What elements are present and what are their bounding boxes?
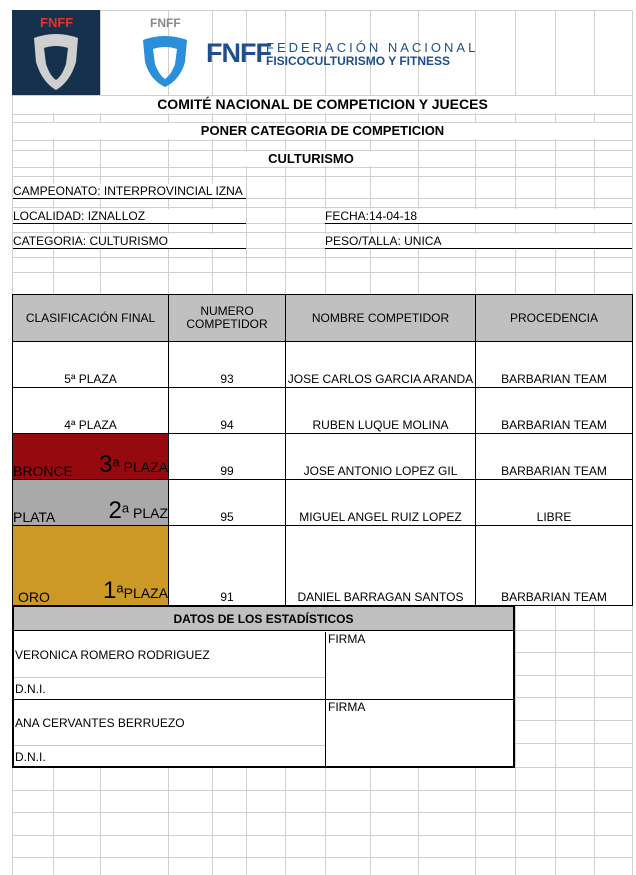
number-cell: 95 — [169, 480, 286, 526]
campeonato-field: CAMPEONATO: INTERPROVINCIAL IZNA — [13, 184, 246, 199]
column-header: CLASIFICACIÓN FINAL — [13, 295, 169, 342]
origin-cell: BARBARIAN TEAM — [476, 388, 633, 434]
name-cell: JOSE CARLOS GARCIA ARANDA — [286, 342, 476, 388]
statistician-name: ANA CERVANTES BERRUEZO — [15, 716, 185, 730]
divider — [14, 677, 325, 678]
place-number: 1 — [103, 577, 117, 604]
column-header: NUMERO COMPETIDOR — [169, 295, 286, 342]
statistician-name: VERONICA ROMERO RODRIGUEZ — [15, 648, 210, 662]
discipline-title: CULTURISMO — [246, 151, 376, 166]
plaza-text: PLAZ — [129, 505, 168, 521]
statisticians-box — [12, 605, 515, 768]
place-cell — [13, 526, 169, 606]
origin-cell: BARBARIAN TEAM — [476, 434, 633, 480]
divider — [14, 699, 513, 700]
badge-text: FNFF — [40, 15, 74, 30]
peso-talla-field: PESO/TALLA: UNICA — [325, 234, 632, 249]
number-cell: 99 — [169, 434, 286, 480]
ordinal-suffix: a — [112, 454, 120, 470]
committee-title: COMITÉ NACIONAL DE COMPETICION Y JUECES — [13, 96, 632, 113]
place-number: 3 — [99, 451, 113, 478]
dni-label: D.N.I. — [15, 750, 46, 764]
place-label — [103, 577, 168, 605]
medal-label: PLATA — [13, 509, 56, 525]
ordinal-suffix: a — [116, 580, 124, 596]
number-cell: 94 — [169, 388, 286, 434]
divider — [325, 632, 326, 700]
plaza-text: PLAZA — [119, 459, 168, 475]
federation-badge-logo — [12, 10, 100, 95]
fnff-shield-logo — [140, 16, 192, 88]
column-header: NOMBRE COMPETIDOR — [286, 295, 476, 342]
fecha-field: FECHA:14-04-18 — [325, 209, 632, 224]
column-header: PROCEDENCIA — [476, 295, 633, 342]
name-cell: JOSE ANTONIO LOPEZ GIL — [286, 434, 476, 480]
place-cell — [13, 480, 169, 526]
medal-label: BRONCE — [13, 463, 73, 479]
number-cell: 93 — [169, 342, 286, 388]
name-cell: MIGUEL ANGEL RUIZ LOPEZ — [286, 480, 476, 526]
place-number: 2 — [108, 497, 122, 524]
place-label — [109, 497, 169, 525]
shield-icon — [140, 34, 190, 88]
origin-cell: BARBARIAN TEAM — [476, 342, 633, 388]
instruction-title: PONER CATEGORIA DE COMPETICION — [13, 123, 632, 139]
name-cell: RUBEN LUQUE MOLINA — [286, 388, 476, 434]
medal-label: ORO — [18, 589, 50, 605]
localidad-field: LOCALIDAD: IZNALLOZ — [13, 209, 246, 224]
shield-icon — [30, 32, 82, 92]
name-cell: DANIEL BARRAGAN SANTOS — [286, 526, 476, 606]
plaza-text: PLAZA — [123, 585, 168, 601]
org-line2: FISICOCULTURISMO Y FITNESS — [266, 54, 451, 68]
org-line1: FEDERACIÓN NACIONAL — [266, 40, 479, 55]
divider — [14, 745, 325, 746]
shield-logo-text: FNFF — [150, 16, 181, 30]
place-label — [99, 451, 168, 479]
dni-label: D.N.I. — [15, 682, 46, 696]
brand-name: FNFF — [206, 38, 271, 68]
firma-label: FIRMA — [328, 632, 366, 646]
place-cell: 4ª PLAZA — [13, 388, 169, 434]
place-cell: 5ª PLAZA — [13, 342, 169, 388]
origin-cell: LIBRE — [476, 480, 633, 526]
place-cell — [13, 434, 169, 480]
results-table — [12, 294, 633, 606]
statisticians-header: DATOS DE LOS ESTADÍSTICOS — [14, 607, 513, 631]
ordinal-suffix: a — [121, 500, 130, 516]
number-cell: 91 — [169, 526, 286, 606]
firma-label: FIRMA — [328, 700, 366, 714]
categoria-field: CATEGORIA: CULTURISMO — [13, 234, 246, 249]
divider — [325, 700, 326, 768]
origin-cell: BARBARIAN TEAM — [476, 526, 633, 606]
